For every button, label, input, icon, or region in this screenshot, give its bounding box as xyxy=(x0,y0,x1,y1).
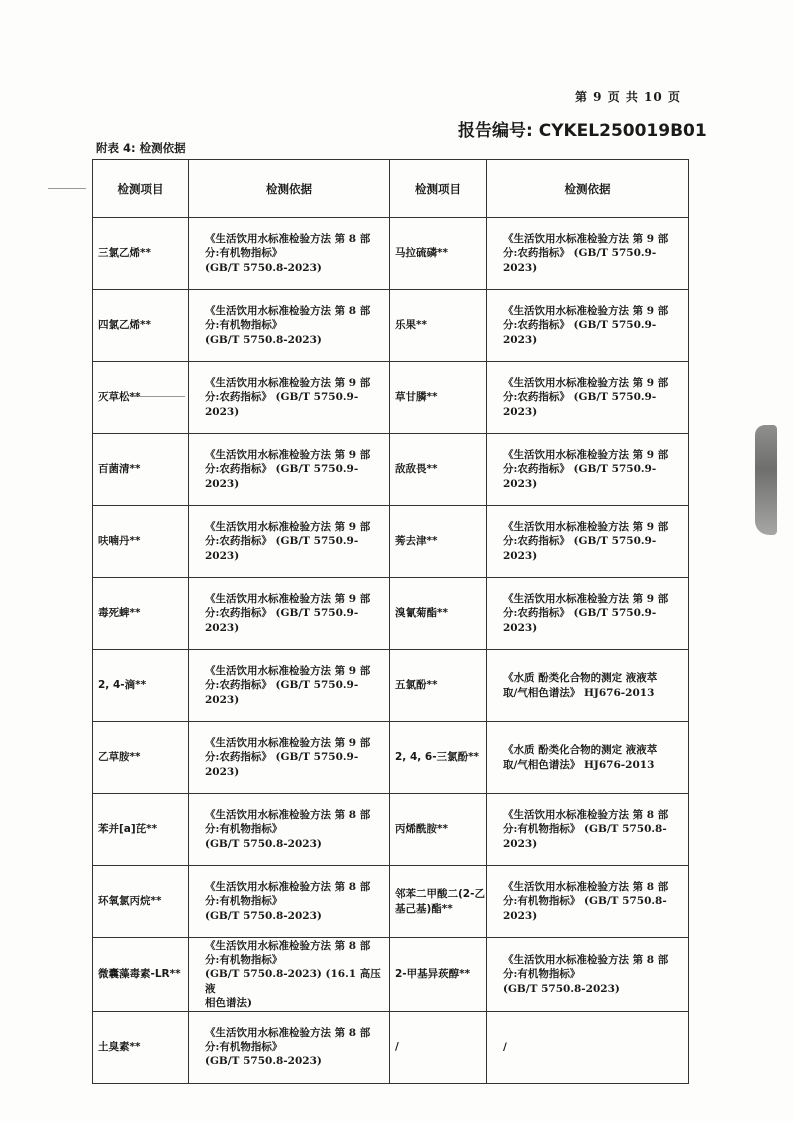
test-basis-cell xyxy=(487,506,689,578)
basis-line: 分:农药指标》 (GB/T 5750.9-2023) xyxy=(503,463,657,490)
basis-line: (GB/T 5750.8-2023) xyxy=(205,837,322,850)
test-basis-cell xyxy=(189,1011,390,1083)
test-basis-cell xyxy=(189,506,390,578)
test-basis-cell xyxy=(189,434,390,506)
test-item-cell: 环氧氯丙烷** xyxy=(93,866,189,938)
test-basis-cell xyxy=(189,794,390,866)
test-item-cell: 乐果** xyxy=(390,290,487,362)
test-basis-cell xyxy=(189,218,390,290)
page-number: 第 9 页 共 10 页 xyxy=(575,90,681,104)
test-item-cell: 灭草松** xyxy=(93,362,189,434)
basis-line: 《生活饮用水标准检验方法 第 9 部 xyxy=(503,593,669,606)
basis-line: 分:有机物指标》 (GB/T 5750.8-2023) xyxy=(503,895,667,922)
basis-line: (GB/T 5750.8-2023) (16.1 高压液 xyxy=(205,968,381,995)
basis-line: 取/气相色谱法》 HJ676-2013 xyxy=(503,686,655,699)
basis-line: 分:农药指标》 (GB/T 5750.9-2023) xyxy=(205,751,359,778)
basis-line: (GB/T 5750.8-2023) xyxy=(205,1055,322,1068)
basis-line: 《生活饮用水标准检验方法 第 8 部 xyxy=(205,881,371,894)
basis-line: 分:农药指标》 (GB/T 5750.9-2023) xyxy=(503,319,657,346)
table-row xyxy=(93,362,689,434)
basis-line: 《生活饮用水标准检验方法 第 8 部 xyxy=(503,954,669,967)
table-row xyxy=(93,434,689,506)
basis-line: 分:有机物指标》 xyxy=(205,954,283,967)
column-header: 检测项目 xyxy=(93,160,189,218)
basis-line: 分:有机物指标》 xyxy=(205,247,283,260)
test-basis-cell xyxy=(189,290,390,362)
basis-line: 《生活饮用水标准检验方法 第 9 部 xyxy=(205,521,371,534)
test-item-cell: 2, 4, 6-三氯酚** xyxy=(390,722,487,794)
table-row xyxy=(93,722,689,794)
basis-line: 《生活饮用水标准检验方法 第 8 部 xyxy=(205,940,371,952)
test-basis-cell xyxy=(189,722,390,794)
test-basis-cell xyxy=(487,218,689,290)
basis-line: 分:农药指标》 (GB/T 5750.9-2023) xyxy=(503,535,657,562)
basis-line: 分:有机物指标》 (GB/T 5750.8-2023) xyxy=(503,823,667,850)
basis-line: 《生活饮用水标准检验方法 第 9 部 xyxy=(503,449,669,462)
test-basis-cell xyxy=(487,434,689,506)
test-item-cell: 苯并[a]芘** xyxy=(93,794,189,866)
basis-line: 分:农药指标》 (GB/T 5750.9-2023) xyxy=(205,463,359,490)
test-item-cell: 敌敌畏** xyxy=(390,434,487,506)
basis-line: 《生活饮用水标准检验方法 第 9 部 xyxy=(205,449,371,462)
basis-line: 《生活饮用水标准检验方法 第 8 部 xyxy=(205,809,371,822)
test-basis-cell xyxy=(189,578,390,650)
basis-line: 分:农药指标》 (GB/T 5750.9-2023) xyxy=(205,391,359,418)
basis-line: 《生活饮用水标准检验方法 第 9 部 xyxy=(503,233,669,246)
basis-line: 《生活饮用水标准检验方法 第 8 部 xyxy=(503,881,669,894)
table-row xyxy=(93,866,689,938)
test-item-cell: 微囊藻毒素-LR** xyxy=(93,938,189,1012)
side-seal-stamp xyxy=(755,425,777,535)
test-basis-cell xyxy=(487,794,689,866)
basis-line: (GB/T 5750.8-2023) xyxy=(503,982,620,995)
table-row xyxy=(93,578,689,650)
test-item-cell: 丙烯酰胺** xyxy=(390,794,487,866)
test-item-cell: 百菌清** xyxy=(93,434,189,506)
test-item-cell: 马拉硫磷** xyxy=(390,218,487,290)
basis-line: (GB/T 5750.8-2023) xyxy=(205,909,322,922)
basis-line: 《生活饮用水标准检验方法 第 8 部 xyxy=(503,809,669,822)
basis-line: 分:有机物指标》 xyxy=(205,823,283,836)
basis-line: 《生活饮用水标准检验方法 第 9 部 xyxy=(205,665,371,678)
basis-line: 相色谱法) xyxy=(205,996,252,1009)
report-number: 报告编号: CYKEL250019B01 xyxy=(458,121,707,141)
column-header: 检测依据 xyxy=(189,160,390,218)
basis-line: 《水质 酚类化合物的测定 液液萃 xyxy=(503,672,658,685)
basis-line: 《生活饮用水标准检验方法 第 9 部 xyxy=(205,737,371,750)
basis-line: 《生活饮用水标准检验方法 第 9 部 xyxy=(503,305,669,318)
basis-line: 分:农药指标》 (GB/T 5750.9-2023) xyxy=(503,247,657,274)
basis-line: 分:农药指标》 (GB/T 5750.9-2023) xyxy=(503,391,657,418)
basis-line: 取/气相色谱法》 HJ676-2013 xyxy=(503,758,655,771)
test-item-cell: 邻苯二甲酸二(2-乙基己基)酯** xyxy=(390,866,487,938)
table-row xyxy=(93,290,689,362)
basis-line: 分:农药指标》 (GB/T 5750.9-2023) xyxy=(205,679,359,706)
basis-line: 《生活饮用水标准检验方法 第 8 部 xyxy=(205,233,371,246)
column-header: 检测依据 xyxy=(487,160,689,218)
test-basis-cell xyxy=(189,866,390,938)
test-basis-cell xyxy=(189,650,390,722)
table-row xyxy=(93,506,689,578)
test-basis-cell xyxy=(487,650,689,722)
basis-line: (GB/T 5750.8-2023) xyxy=(205,261,322,274)
test-basis-cell xyxy=(487,722,689,794)
basis-line: 分:农药指标》 (GB/T 5750.9-2023) xyxy=(205,607,359,634)
basis-line: 分:有机物指标》 xyxy=(503,968,581,981)
basis-line: 分:有机物指标》 xyxy=(205,1041,283,1054)
basis-line: 《生活饮用水标准检验方法 第 9 部 xyxy=(205,593,371,606)
test-item-cell: 毒死蜱** xyxy=(93,578,189,650)
test-basis-cell xyxy=(487,938,689,1012)
basis-line: 《生活饮用水标准检验方法 第 9 部 xyxy=(205,377,371,390)
table-row xyxy=(93,218,689,290)
test-item-cell: 乙草胺** xyxy=(93,722,189,794)
basis-line: 《生活饮用水标准检验方法 第 8 部 xyxy=(205,305,371,318)
table-row xyxy=(93,794,689,866)
basis-line: 《水质 酚类化合物的测定 液液萃 xyxy=(503,744,658,757)
column-header: 检测项目 xyxy=(390,160,487,218)
test-basis-cell xyxy=(189,938,390,1012)
basis-line: / xyxy=(503,1041,507,1054)
test-basis-cell xyxy=(487,362,689,434)
test-item-cell: 土臭素** xyxy=(93,1011,189,1083)
table-header-row xyxy=(93,160,689,218)
test-item-cell: 三氯乙烯** xyxy=(93,218,189,290)
table-title: 附表 4: 检测依据 xyxy=(96,141,186,155)
basis-line: 分:有机物指标》 xyxy=(205,895,283,908)
basis-line: (GB/T 5750.8-2023) xyxy=(205,333,322,346)
basis-line: 《生活饮用水标准检验方法 第 9 部 xyxy=(503,377,669,390)
test-item-cell: / xyxy=(390,1011,487,1083)
table-row xyxy=(93,650,689,722)
basis-line: 分:有机物指标》 xyxy=(205,319,283,332)
test-basis-cell xyxy=(487,578,689,650)
test-item-cell: 四氯乙烯** xyxy=(93,290,189,362)
table-row xyxy=(93,938,689,1012)
basis-line: 分:农药指标》 (GB/T 5750.9-2023) xyxy=(205,535,359,562)
table-row xyxy=(93,1011,689,1083)
test-item-cell: 呋喃丹** xyxy=(93,506,189,578)
test-basis-cell xyxy=(487,1011,689,1083)
detection-basis-table xyxy=(92,159,689,1084)
test-item-cell: 2, 4-滴** xyxy=(93,650,189,722)
test-item-cell: 五氯酚** xyxy=(390,650,487,722)
basis-line: 分:农药指标》 (GB/T 5750.9-2023) xyxy=(503,607,657,634)
test-item-cell: 草甘膦** xyxy=(390,362,487,434)
basis-line: 《生活饮用水标准检验方法 第 9 部 xyxy=(503,521,669,534)
test-basis-cell xyxy=(189,362,390,434)
test-basis-cell xyxy=(487,866,689,938)
basis-line: 《生活饮用水标准检验方法 第 8 部 xyxy=(205,1027,371,1040)
test-basis-cell xyxy=(487,290,689,362)
scan-mark xyxy=(48,188,86,189)
test-item-cell: 溴氰菊酯** xyxy=(390,578,487,650)
test-item-cell: 莠去津** xyxy=(390,506,487,578)
test-item-cell: 2-甲基异莰醇** xyxy=(390,938,487,1012)
